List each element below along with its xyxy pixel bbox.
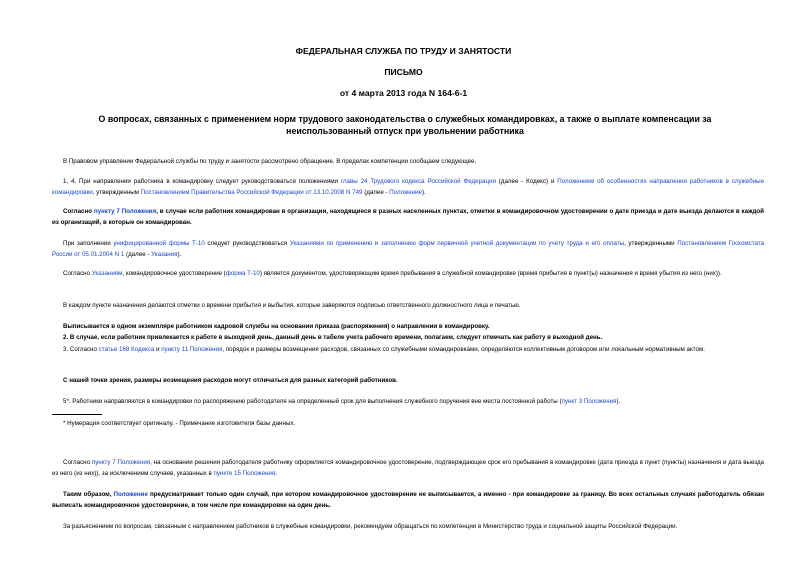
paragraph-text: , командировочное удостоверение ( xyxy=(122,270,226,277)
paragraph-multiple-organizations xyxy=(52,206,764,228)
footnote: * Нумерация соответствует оригиналу. - Примечание изготовителя базы данных. xyxy=(63,420,296,427)
paragraph-certificate-issuance xyxy=(52,457,764,479)
paragraph-expense-categories: С нашей точки зрения, размеры возмещения расходов могут отличаться для разных категорий работников. xyxy=(63,377,398,384)
paragraph-text: Согласно xyxy=(63,208,94,215)
document-type-heading: ПИСЬМО xyxy=(384,67,423,77)
paragraph-text: При заполнении xyxy=(63,240,114,247)
link-regulation[interactable]: Положение xyxy=(389,189,422,196)
paragraph-travel-certificate xyxy=(52,268,764,279)
link-regulation-item-7[interactable]: пункту 7 Положения xyxy=(91,459,151,466)
paragraph-text: ) является документом, удостоверяющим время пребывания в служебной командировке (время прибытия в пункт(ы) назначения и время убытия из него (них)). xyxy=(259,270,722,277)
link-instructions-short[interactable]: Указания xyxy=(151,251,178,258)
link-business-trip-regulation[interactable]: Положением об особенностях направления работников в служебные командировки xyxy=(52,178,765,196)
paragraph-conclusion xyxy=(52,489,764,511)
paragraph-text: Согласно xyxy=(63,270,92,277)
paragraph-text: и xyxy=(154,346,162,353)
paragraph-5-assignment xyxy=(52,396,764,407)
link-article-168[interactable]: статье 168 Кодекса xyxy=(98,346,155,353)
link-government-decree-749[interactable]: Постановлением Правительства Российской Федерации от 13.10.2008 N 749 xyxy=(140,189,363,196)
link-regulation[interactable]: Положение xyxy=(113,491,148,498)
link-form-t10[interactable]: форма Т-10 xyxy=(225,270,260,277)
document-title: О вопросах, связанных с применением норм трудового законодательства о служебных командировках, а также о выплате компенсации за неиспользованный отпуск при увольнении работника xyxy=(98,114,712,136)
link-instructions[interactable]: Указаниям xyxy=(91,270,123,277)
agency-heading: ФЕДЕРАЛЬНАЯ СЛУЖБА ПО ТРУДУ И ЗАНЯТОСТИ xyxy=(295,46,512,56)
paragraph-weekend-work: 2. В случае, если работник привлекается к работе в выходной день, данный день в табеле учета рабочего времени, полагаем, следует отмечать как работу в выходной день. xyxy=(63,334,603,341)
paragraph-text: , в случае если работник командирован в организации, находящиеся в разных населенных пунктах, отметки в командировочном удостоверении о дате приезда и дате выезда делаются в каждой из организаций, в которые он командирован. xyxy=(52,208,764,226)
link-regulation-item-11[interactable]: пункту 11 Положения xyxy=(161,346,223,353)
paragraph-text: ). xyxy=(177,251,182,258)
paragraph-arrival-marks: В каждом пункте назначения делаются отметки о времени прибытия и выбытия, которые заверяются подписью ответственного должностного лица и печатью. xyxy=(63,302,521,309)
paragraph-text: предусматривает только один случай, при котором командировочное удостоверение не выписывается, а именно - при командировке за границу. Во всех остальных случаях работодатель обязан выписать командировочное удостоверение, в том числе при командировке на один день. xyxy=(52,491,764,509)
paragraph-1-4 xyxy=(52,176,764,198)
paragraph-text: (далее - Кодекс) и xyxy=(495,178,558,185)
paragraph-intro: В Правовом управлении Федеральной службы по труду и занятости рассмотрено обращение. В пределах компетенции сообщаем следующее. xyxy=(63,158,477,165)
link-instructions[interactable]: Указаниями по применению и заполнению форм первичной учетной документации по учету труда и его оплаты xyxy=(289,240,625,247)
paragraph-expense-reimbursement xyxy=(52,344,764,355)
paragraph-text: , утвержденным xyxy=(92,189,141,196)
link-goskomstat-decree[interactable]: Постановлением Госкомстата России от 05.01.2004 N 1 xyxy=(52,240,765,258)
link-chapter-24-labor-code[interactable]: главы 24 Трудового кодекса Российской Федерации xyxy=(340,178,496,185)
paragraph-text: 1, 4. При направлении работника в командировку следует руководствоваться положениями xyxy=(63,178,341,185)
paragraph-text: Согласно xyxy=(63,459,92,466)
paragraph-t10-form xyxy=(52,238,764,260)
paragraph-ministry-referral: За разъяснением по вопросам, связанным с направлением работников в служебные командировки, рекомендуем обращаться по компетенции в Министерство труда и социальной защиты Российской Федерации. xyxy=(63,523,678,530)
paragraph-text: 5*. Работники направляются в командировки по распоряжению работодателя на определенный срок для выполнения служебного поручения вне места постоянной работы ( xyxy=(63,398,562,405)
paragraph-text: ). xyxy=(616,398,621,405)
paragraph-text: . xyxy=(275,470,277,477)
paragraph-text: ). xyxy=(422,189,426,196)
paragraph-single-copy: Выписывается в одном экземпляре работником кадровой службы на основании приказа (распоряжения) о направлении в командировку. xyxy=(63,323,490,330)
link-regulation-item-3[interactable]: пункт 3 Положения xyxy=(561,398,617,405)
paragraph-text: , утвержденными xyxy=(624,240,678,247)
paragraph-text: Таким образом, xyxy=(63,491,114,498)
footnote-separator xyxy=(52,414,102,415)
paragraph-text: следует руководствоваться xyxy=(204,240,290,247)
paragraph-text: (далее - xyxy=(124,251,152,258)
paragraph-text: , на основании решения работодателя работнику оформляется командировочное удостоверение, подтверждающее срок его пребывания в командировке (дата приезда в пункт (пункты) назначения и дата выезда из него (из них)), за исключением случаев, указанных в xyxy=(52,459,764,477)
paragraph-text: (далее - xyxy=(362,189,390,196)
paragraph-text: , порядок и размеры возмещения расходов, связанных со служебными командировками, определяются коллективным договором или локальным нормативным актом. xyxy=(222,346,705,353)
date-number-heading: от 4 марта 2013 года N 164-6-1 xyxy=(339,88,468,98)
link-regulation-item-15[interactable]: пункте 15 Положения xyxy=(213,470,276,477)
link-unified-form-t10[interactable]: унифицированной формы Т-10 xyxy=(113,240,205,247)
paragraph-text: 3. Согласно xyxy=(63,346,99,353)
link-regulation-item-7[interactable]: пункту 7 Положения xyxy=(93,208,157,215)
